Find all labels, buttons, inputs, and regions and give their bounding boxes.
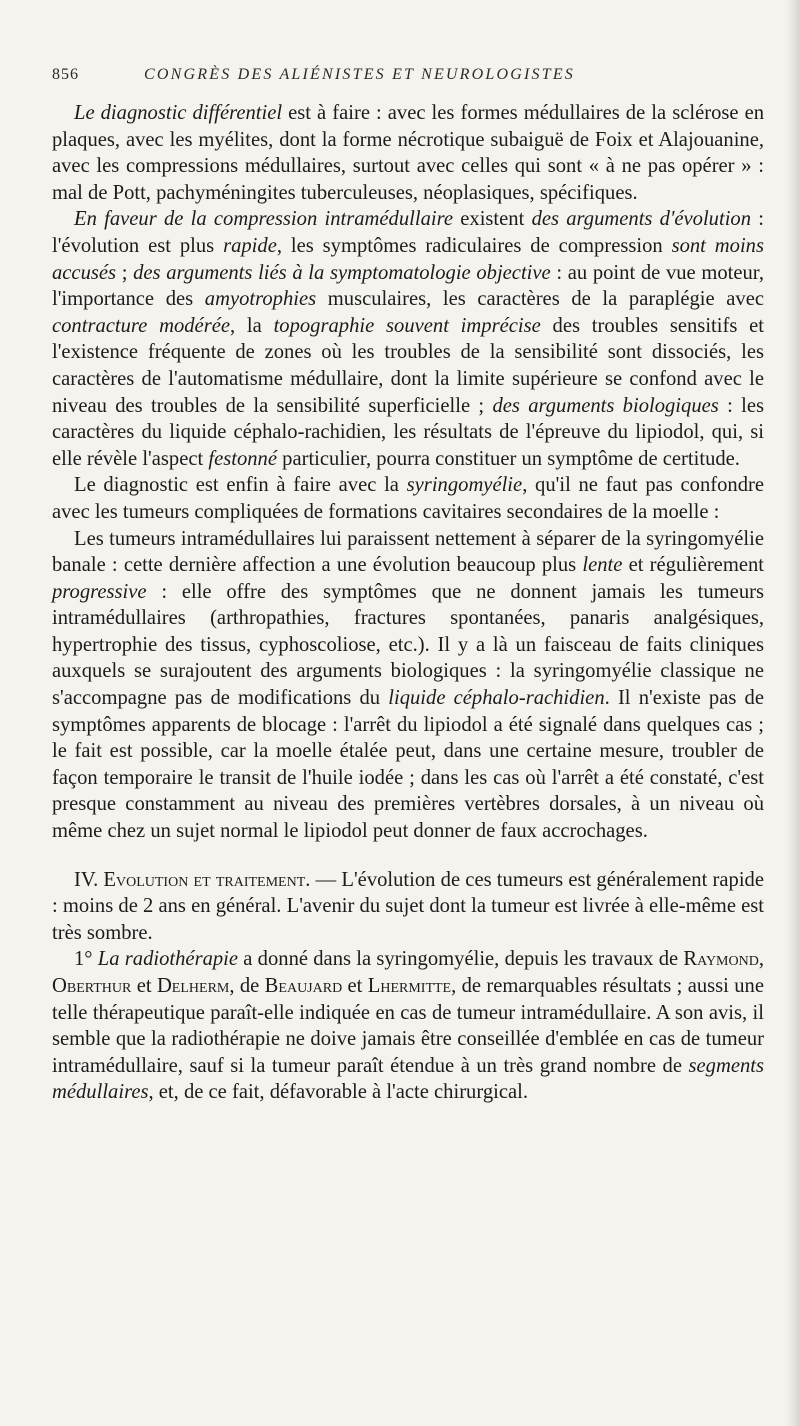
paragraph-differential-diagnosis: Le diagnostic différentiel est à faire : avec les formes médullaires de la sclérose en plaques, avec les myélites, dont la forme nécrotique subaiguë de Foix et Alajouanine, avec les compressions médullaires, surtout avec celles qui sont « à ne pas opérer » : mal de Pott, pachyméningites tuberculeuses, néoplasiques, spécifiques. — [52, 102, 765, 204]
page-edge-shadow — [786, 0, 800, 1426]
body-text — [52, 100, 764, 1106]
page-number: 856 — [52, 66, 79, 83]
section-gap — [52, 845, 764, 867]
paragraph-syringomyelia: Le diagnostic est enfin à faire avec la syringomyélie, qu'il ne faut pas confondre avec les tumeurs compliquées de formations cavitaires secondaires de la moelle : — [52, 474, 765, 523]
section-heading-evolution: IV. Evolution et traitement. — L'évolution de ces tumeurs est généralement rapide : moins de 2 ans en général. L'avenir du sujet dont la tumeur est livrée à elle-même est très sombre. — [52, 868, 764, 944]
paragraph-intramedullary-compression: En faveur de la compression intramédullaire existent des arguments d'évolution : l'évolution est plus rapide, les symptômes radiculaires de compression sont moins accusés ; des arguments liés à la symptomatologie objective : au point de vue moteur, l'importance des amyotrophies musculaires, les caractères de la paraplégie avec contracture modérée, la topographie souvent imprécise des troubles sensitifs et l'existence fréquente de zones où les troubles de la sensibilité sont dissociés, les caractères de l'automatisme médullaire, dont la limite supérieure se confond avec le niveau des troubles de la sensibilité superficielle ; des arguments biologiques : les caractères du liquide céphalo-rachidien, les résultats de l'épreuve du lipiodol, qui, si elle révèle l'aspect festonné particulier, pourra constituer un symptôme de certitude. — [52, 208, 765, 470]
paragraph-radiotherapy: 1° La radiothérapie a donné dans la syringomyélie, depuis les travaux de Raymond, Oberthur et Delherm, de Beaujard et Lhermitte, de remarquables résultats ; aussi une telle thérapeutique paraît-elle indiquée en cas de tumeur intramédullaire. A son avis, il semble que la radiothérapie ne doive jamais être conseillée d'emblée en cas de tumeur intramédullaire, sauf si la tumeur paraît étendue à un très grand nombre de segments médullaires, et, de ce fait, défavorable à l'acte chirurgical. — [52, 948, 764, 1104]
running-title: CONGRÈS DES ALIÉNISTES ET NEUROLOGISTES — [144, 66, 576, 83]
paragraph-tumours-vs-syringomyelia: Les tumeurs intramédullaires lui paraissent nettement à séparer de la syringomyélie banale : cette dernière affection a une évolution beaucoup plus lente et régulièrement progressive : elle offre des symptômes que ne donnent jamais les tumeurs intramédullaires (arthropathies, fractures spontanées, panaris analgésiques, hypertrophie des tissus, cyphoscoliose, etc.). Il y a là un faisceau de faits cliniques auxquels se surajoutent des arguments biologiques : la syringomyélie classique ne s'accompagne pas de modifications du liquide céphalo-rachidien. Il n'existe pas de symptômes apparents de blocage : l'arrêt du lipiodol a été signalé dans quelques cas ; le fait est possible, car la moelle étalée peut, dans une certaine mesure, troubler de façon temporaire le transit de l'huile iodée ; dans les cas où l'arrêt a été constaté, c'est presque constamment au niveau des premières vertèbres dorsales, à un niveau où même chez un sujet normal le lipiodol peut donner de faux accrochages. — [52, 527, 764, 843]
